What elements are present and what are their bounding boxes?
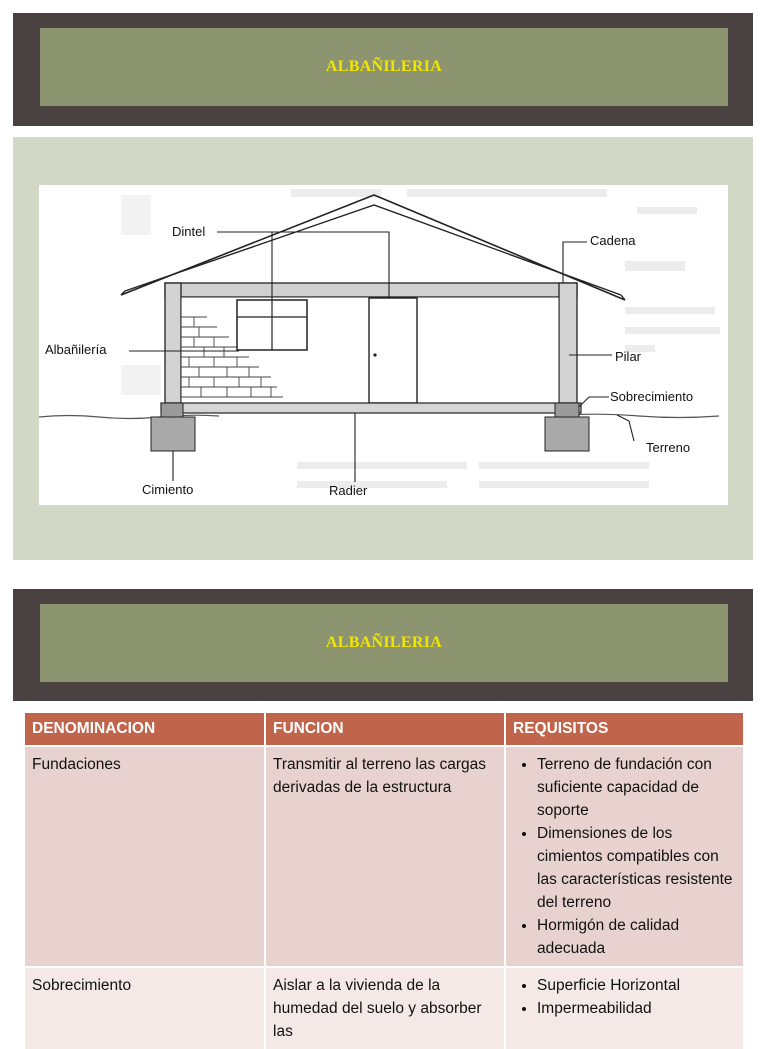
requisitos-list bbox=[513, 974, 736, 1020]
cell-funcion: Aislar a la vivienda de la humedad del suelo y absorber las bbox=[265, 967, 505, 1049]
label-radier: Radier bbox=[329, 483, 368, 498]
label-pilar: Pilar bbox=[615, 349, 642, 364]
cadena-beam-icon bbox=[165, 283, 577, 297]
header-funcion: FUNCION bbox=[265, 713, 505, 746]
table-row bbox=[25, 746, 744, 967]
slide1-title-band bbox=[13, 13, 753, 126]
ground-line-icon bbox=[39, 414, 719, 418]
left-sobrecimiento-icon bbox=[161, 403, 183, 417]
list-item: • Terreno de fundación con suficiente capacidad de soporte bbox=[537, 753, 736, 822]
right-pilar-icon bbox=[559, 283, 577, 403]
slide1-title: ALBAÑILERIA bbox=[325, 58, 443, 75]
label-dintel: Dintel bbox=[172, 224, 206, 239]
house-diagram-svg bbox=[39, 185, 728, 505]
label-sobrecimiento: Sobrecimiento bbox=[610, 389, 694, 404]
right-cimiento-icon bbox=[545, 417, 589, 451]
door-icon bbox=[369, 298, 417, 403]
cell-denominacion: Sobrecimiento bbox=[25, 967, 265, 1049]
cell-funcion: Transmitir al terreno las cargas derivadas de la estructura bbox=[265, 746, 505, 967]
table-header-row bbox=[25, 713, 744, 746]
list-item: • Dimensiones de los cimientos compatibles con las características resistente del terreno bbox=[537, 822, 736, 914]
label-cadena: Cadena bbox=[590, 233, 636, 248]
slide1-title-box bbox=[40, 28, 728, 106]
right-sobrecimiento-icon bbox=[555, 403, 579, 417]
radier-slab-icon bbox=[161, 403, 581, 413]
label-albanileria: Albañilería bbox=[45, 342, 107, 357]
cell-requisitos bbox=[505, 746, 744, 967]
diagram-panel bbox=[13, 137, 753, 560]
left-cimiento-icon bbox=[151, 417, 195, 451]
header-denominacion: DENOMINACION bbox=[25, 713, 265, 746]
slide2-title: ALBAÑILERIA bbox=[325, 634, 443, 651]
label-cimiento: Cimiento bbox=[142, 482, 194, 497]
cell-denominacion: Fundaciones bbox=[25, 746, 265, 967]
requisitos-list bbox=[513, 753, 736, 960]
list-item: • Hormigón de calidad adecuada bbox=[537, 914, 736, 960]
cell-requisitos bbox=[505, 967, 744, 1049]
house-cross-section-diagram bbox=[39, 185, 728, 505]
left-pilar-icon bbox=[165, 283, 181, 403]
requirements-table bbox=[25, 713, 745, 1049]
window-icon bbox=[237, 300, 307, 350]
header-requisitos: REQUISITOS bbox=[505, 713, 744, 746]
slide2-title-band bbox=[13, 589, 753, 701]
list-item: • Impermeabilidad bbox=[537, 997, 736, 1020]
table-row bbox=[25, 967, 744, 1049]
list-item: • Superficie Horizontal bbox=[537, 974, 736, 997]
label-terreno: Terreno bbox=[646, 440, 691, 455]
slide2-title-box bbox=[40, 604, 728, 682]
